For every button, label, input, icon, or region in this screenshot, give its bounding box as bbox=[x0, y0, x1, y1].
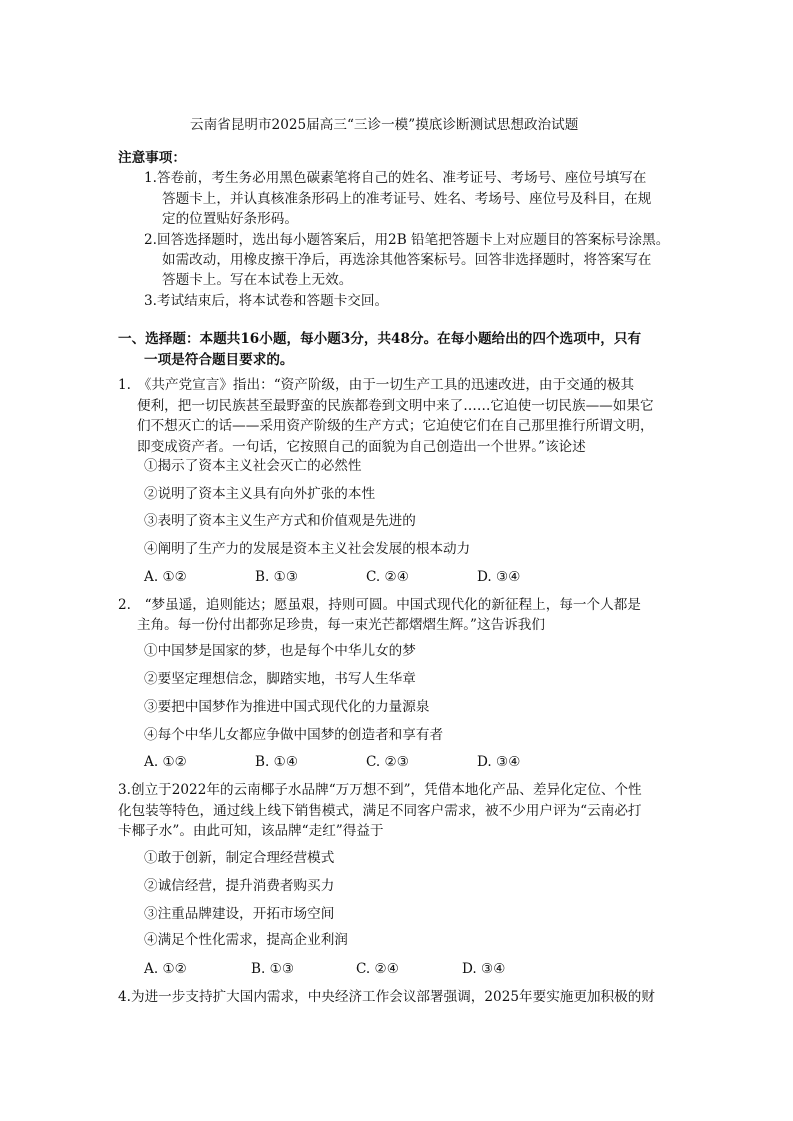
question-1-stem: 便利，把一切民族甚至最野蛮的民族都卷到文明中来了……它迫使一切民族——如果它 bbox=[137, 398, 654, 414]
question-3-option-c[interactable]: C. ②④ bbox=[356, 961, 399, 977]
question-3-stem: 化包装等特色，通过线上线下销售模式，满足不同客户需求，被不少用户评为“云南必打 bbox=[118, 803, 642, 819]
question-1-stem: 们不想灭亡的话——采用资产阶级的生产方式；它迫使它们在自己那里推行所谓文明， bbox=[137, 418, 654, 434]
question-1-statement: ②说明了资本主义具有向外扩张的本性 bbox=[144, 486, 376, 502]
page-title: 云南省昆明市2025届高三“三诊一模”摸底诊断测试思想政治试题 bbox=[190, 117, 579, 133]
question-2-option-a[interactable]: A. ①② bbox=[144, 754, 187, 770]
question-2-stem: 主角。每一份付出都弥足珍贵，每一束光芒都熠熠生辉。”这告诉我们 bbox=[137, 617, 545, 633]
notice-line: 3.考试结束后，将本试卷和答题卡交回。 bbox=[144, 293, 389, 309]
question-2-statement: ①中国梦是国家的梦，也是每个中华儿女的梦 bbox=[144, 643, 416, 659]
question-2-statement: ②要坚定理想信念，脚踏实地，书写人生华章 bbox=[144, 671, 416, 687]
question-1-option-c[interactable]: C. ②④ bbox=[366, 569, 409, 585]
question-2-statement: ④每个中华儿女都应争做中国梦的创造者和享有者 bbox=[144, 727, 444, 743]
question-3-statement: ②诚信经营，提升消费者购买力 bbox=[144, 878, 335, 894]
question-1-statement: ③表明了资本主义生产方式和价值观是先进的 bbox=[144, 513, 416, 529]
section-heading: 一项是符合题目要求的。 bbox=[144, 352, 294, 368]
section-heading: 一、选择题：本题共16小题，每小题3分，共48分。在每小题给出的四个选项中，只有 bbox=[118, 331, 642, 347]
question-3-statement: ③注重品牌建设，开拓市场空间 bbox=[144, 906, 335, 922]
notice-line: 答题卡上。写在本试卷上无效。 bbox=[162, 272, 353, 288]
notice-line: 1.答卷前，考生务必用黑色碳素笔将自己的姓名、准考证号、考场号、座位号填写在 bbox=[144, 170, 647, 186]
notice-heading: 注意事项： bbox=[118, 150, 186, 166]
notice-line: 如需改动，用橡皮擦干净后，再选涂其他答案标号。回答非选择题时，将答案写在 bbox=[162, 252, 652, 268]
question-3-option-b[interactable]: B. ①③ bbox=[251, 961, 295, 977]
notice-line: 答题卡上，并认真核准条形码上的准考证号、姓名、考场号、座位号及科目，在规 bbox=[162, 191, 652, 207]
question-2-option-b[interactable]: B. ①④ bbox=[255, 754, 299, 770]
notice-line: 定的位置贴好条形码。 bbox=[162, 211, 298, 227]
notice-line: 2.回答选择题时，选出每小题答案后，用2B 铅笔把答题卡上对应题目的答案标号涂黑。 bbox=[144, 232, 670, 248]
question-1-statement: ④阐明了生产力的发展是资本主义社会发展的根本动力 bbox=[144, 541, 471, 557]
question-3-statement: ①敢于创新，制定合理经营模式 bbox=[144, 850, 335, 866]
question-3-stem: 卡椰子水”。由此可知，该品牌“走红”得益于 bbox=[118, 823, 384, 839]
question-3-statement: ④满足个性化需求，提高企业利润 bbox=[144, 932, 348, 948]
question-3-stem: 3.创立于2022年的云南椰子水品牌“万万想不到”，凭借本地化产品、差异化定位、个性 bbox=[118, 782, 642, 798]
question-2-stem: 2. “梦虽遥，追则能达；愿虽艰，持则可圆。中国式现代化的新征程上，每一个人都是 bbox=[118, 597, 641, 613]
question-1-stem: 即变成资产者。一句话，它按照自己的面貌为自己创造出一个世界。”该论述 bbox=[137, 439, 586, 455]
question-2-option-c[interactable]: C. ②③ bbox=[366, 754, 409, 770]
question-1-option-b[interactable]: B. ①③ bbox=[255, 569, 299, 585]
question-1-stem: 1. 《共产党宣言》指出：“资产阶级，由于一切生产工具的迅速改进，由于交通的极其 bbox=[118, 377, 635, 393]
question-2-statement: ③要把中国梦作为推进中国式现代化的力量源泉 bbox=[144, 699, 430, 715]
question-1-statement: ①揭示了资本主义社会灭亡的必然性 bbox=[144, 458, 362, 474]
question-4-stem: 4.为进一步支持扩大国内需求，中央经济工作会议部署强调，2025年要实施更加积极的财 bbox=[118, 989, 655, 1005]
question-2-option-d[interactable]: D. ③④ bbox=[477, 754, 521, 770]
question-1-option-d[interactable]: D. ③④ bbox=[477, 569, 521, 585]
question-3-option-d[interactable]: D. ③④ bbox=[462, 961, 506, 977]
question-3-option-a[interactable]: A. ①② bbox=[144, 961, 187, 977]
question-1-option-a[interactable]: A. ①② bbox=[144, 569, 187, 585]
